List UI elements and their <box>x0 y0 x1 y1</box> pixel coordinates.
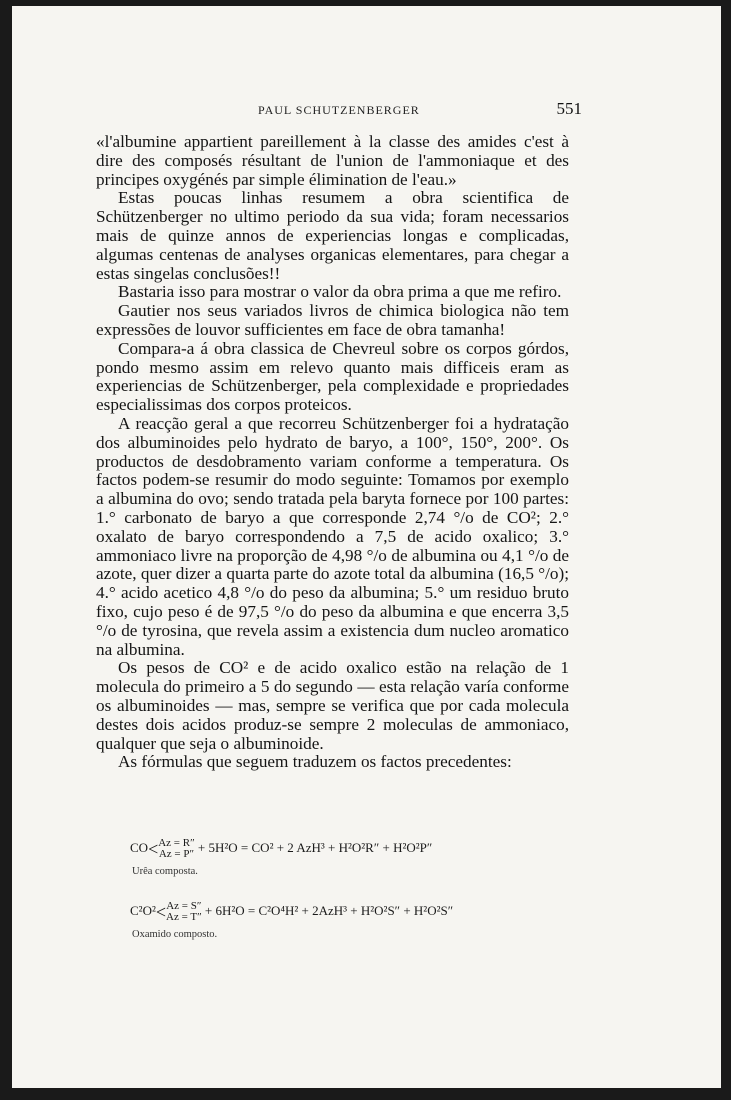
formula-urea <box>130 838 590 860</box>
running-head: PAUL SCHUTZENBERGER <box>258 103 420 117</box>
bracket-icon: < <box>155 902 167 922</box>
formula-lower: Az = P″ <box>158 848 195 860</box>
body-text <box>96 133 569 772</box>
formula-prefix: CO <box>130 839 149 855</box>
paragraph: As fórmulas que seguem traduzem os factos precedentes: <box>118 752 512 772</box>
formula-stack <box>158 838 194 860</box>
formula-upper: Az = S″ <box>166 900 202 912</box>
formula-stack <box>166 901 202 923</box>
paragraph: Os pesos de CO² e de acido oxalico estão na relação de 1 molecula do primeiro a 5 do segundo — esta relação varía conforme os albuminoides — mas, sempre se verifica que por cada molecula destes dois acidos produz-se sempre 2 moleculas de ammoniaco, qualquer que seja o albuminoide. <box>96 658 569 753</box>
paragraph: Compara-a á obra classica de Chevreul sobre os corpos górdos, pondo mesmo assim em relevo quanto mais difficeis eram as experiencias de Schützenberger, pela complexidade e propriedades especialissimas dos corpos proteicos. <box>96 338 569 415</box>
page-header <box>12 101 721 121</box>
paragraph: Gautier nos seus variados livros de chimica biologica não tem expressões de louvor sufficientes em face de obra tamanha! <box>96 301 569 339</box>
paragraph: A reacção geral a que recorreu Schützenberger foi a hydratação dos albuminoides pelo hydrato de baryo, a 100°, 150°, 200°. Os productos de desdobramento variam conforme a temperatura. Os factos podem-se resumir do modo seguinte: Tomamos por exemplo a albumina do ovo; sendo tratada pela baryta fornece por 100 partes: 1.° carbonato de baryo a que corresponde 2,74 °/o de CO²; 2.° oxalato de baryo correspondendo a 7,5 de acido oxalico; 3.° ammoniaco livre na proporção de 4,98 °/o de albumina ou 4,1 °/o de azote, quer dizer a quarta parte do azote total da albumina (16,5 °/o); 4.° acido acetico 4,8 °/o do peso da albumina; 5.° um residuo bruto fixo, cujo peso é de 97,5 °/o do peso da albumina e que encerra 3,5 °/o de tyrosina, que revela assim a existencia dum nucleo aromatico na albumina. <box>96 413 569 659</box>
formula-rest: + 5H²O = CO² + 2 AzH³ + H²O²R″ + H²O²P″ <box>197 839 433 855</box>
formula-rest: + 6H²O = C²O⁴H² + 2AzH³ + H²O²S″ + H²O²S″ <box>204 902 454 918</box>
formula-caption: Urêa composta. <box>132 866 198 877</box>
formula-caption: Oxamido composto. <box>132 929 218 940</box>
book-page <box>12 6 721 1088</box>
formulas <box>130 838 590 940</box>
formula-upper: Az = R″ <box>158 837 195 849</box>
formula-prefix: C²O² <box>130 902 156 918</box>
formula-lower: Az = T″ <box>166 911 202 923</box>
bracket-icon: < <box>148 839 159 859</box>
paragraph-quote: «l'albumine appartient pareillement à la classe des amides c'est à dire des composés résultant de l'union de l'ammoniaque et des principes oxygénés par simple élimination de l'eau.» <box>96 132 569 189</box>
formula-oxamide <box>130 901 590 923</box>
page-number: 551 <box>556 99 582 118</box>
paragraph: Bastaria isso para mostrar o valor da obra prima a que me refiro. <box>118 282 562 302</box>
paragraph: Estas poucas linhas resumem a obra scientifica de Schützenberger no ultimo periodo da sua vida; foram necessarios mais de quinze annos de experiencias longas e complicadas, algumas centenas de analyses organicas elementares, para chegar a estas singelas conclusões!! <box>96 188 569 283</box>
